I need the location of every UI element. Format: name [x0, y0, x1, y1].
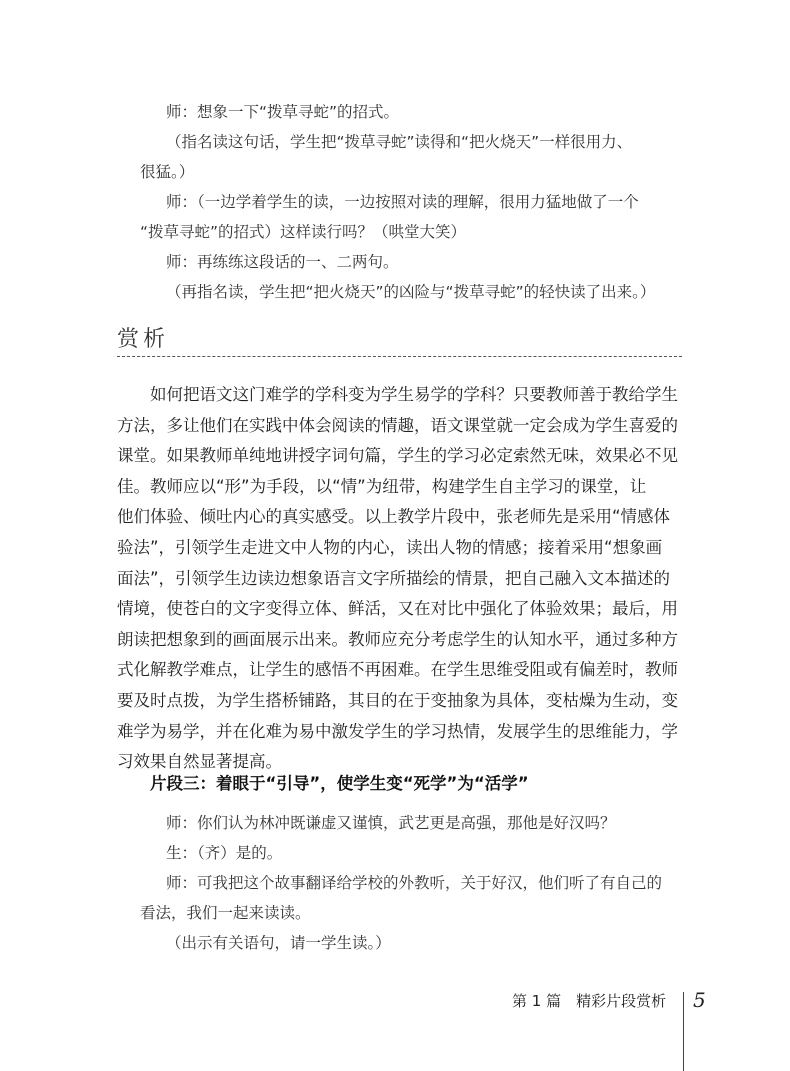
chapter-label: 第 1 篇 精彩片段赏析: [512, 992, 667, 1010]
dialog-line: 很猛。）: [140, 163, 195, 181]
paragraph-line: 方法，多让他们在实践中体会阅读的情趣，语文课堂就一定会成为学生喜爱的: [117, 415, 678, 435]
dialog-line: 师：（一边学着学生的读，一边按照对读的理解，很用力猛地做了一个: [166, 193, 639, 211]
segment-heading: 片段三：着眼于“引导”，使学生变“死学”为“活学”: [150, 774, 529, 793]
section-divider: [117, 356, 682, 357]
paragraph-line: 他们体验、倾吐内心的真实感受。以上教学片段中，张老师先是采用“情感体: [117, 507, 671, 527]
paragraph-line: 如何把语文这门难学的学科变为学生易学的学科？只要教师善于教给学生: [150, 385, 678, 404]
paragraph-line: 式化解教学难点，让学生的感悟不再困难。在学生思维受阻或有偏差时，教师: [117, 660, 678, 680]
dialog-line: 看法，我们一起来读读。: [140, 904, 311, 922]
dialog-line: 师：想象一下“拨草寻蛇”的招式。: [166, 103, 400, 121]
paragraph-line: 验法”，引领学生走进文中人物的内心，读出人物的情感；接着采用“想象画: [117, 537, 663, 557]
paragraph-line: 面法”，引领学生边读边想象语言文字所描绘的情景，把自己融入文本描述的: [117, 568, 671, 588]
paragraph-line: 朗读把想象到的画面展示出来。教师应充分考虑学生的认知水平，通过多种方: [117, 629, 678, 649]
dialog-bottom: [140, 808, 700, 958]
page-number: 5: [693, 988, 706, 1012]
paragraph-line: 佳。教师应以“形”为手段，以“情”为纽带，构建学生自主学习的课堂，让: [117, 476, 647, 496]
dialog-top: [140, 97, 700, 307]
dialog-line: （指名读这句话，学生把“拨草寻蛇”读得和“把火烧天”一样很用力、: [166, 133, 633, 151]
paragraph-line: 习效果自然显著提高。: [117, 752, 282, 772]
dialog-line: （再指名读，学生把“把火烧天”的凶险与“拨草寻蛇”的轻快读了出来。）: [166, 283, 656, 301]
paragraph-line: 课堂。如果教师单纯地讲授字词句篇，学生的学习必定索然无味，效果必不见: [117, 446, 678, 466]
section-title: 赏析: [117, 327, 170, 352]
dialog-line: 师：可我把这个故事翻译给学校的外教听，关于好汉，他们听了有自己的: [166, 874, 663, 892]
paragraph-line: 情境，使苍白的文字变得立体、鲜活，又在对比中强化了体验效果；最后，用: [117, 599, 678, 619]
paragraph-line: 要及时点拨，为学生搭桥铺路，其目的在于变抽象为具体，变枯燥为生动，变: [117, 690, 678, 710]
dialog-line: 师：你们认为林冲既谦虚又谨慎，武艺更是高强，那他是好汉吗？: [166, 814, 616, 832]
dialog-line: 生：（齐）是的。: [166, 844, 283, 862]
dialog-line: （出示有关语句，请一学生读。）: [166, 934, 391, 952]
paragraph-line: 难学为易学，并在化难为易中激发学生的学习热情，发展学生的思维能力，学: [117, 721, 678, 741]
dialog-line: 师：再练练这段话的一、二两句。: [166, 253, 399, 271]
dialog-line: “拨草寻蛇”的招式）这样读行吗？（哄堂大笑）: [140, 223, 467, 241]
footer-divider: [683, 992, 684, 1071]
analysis-paragraph: [117, 380, 682, 778]
